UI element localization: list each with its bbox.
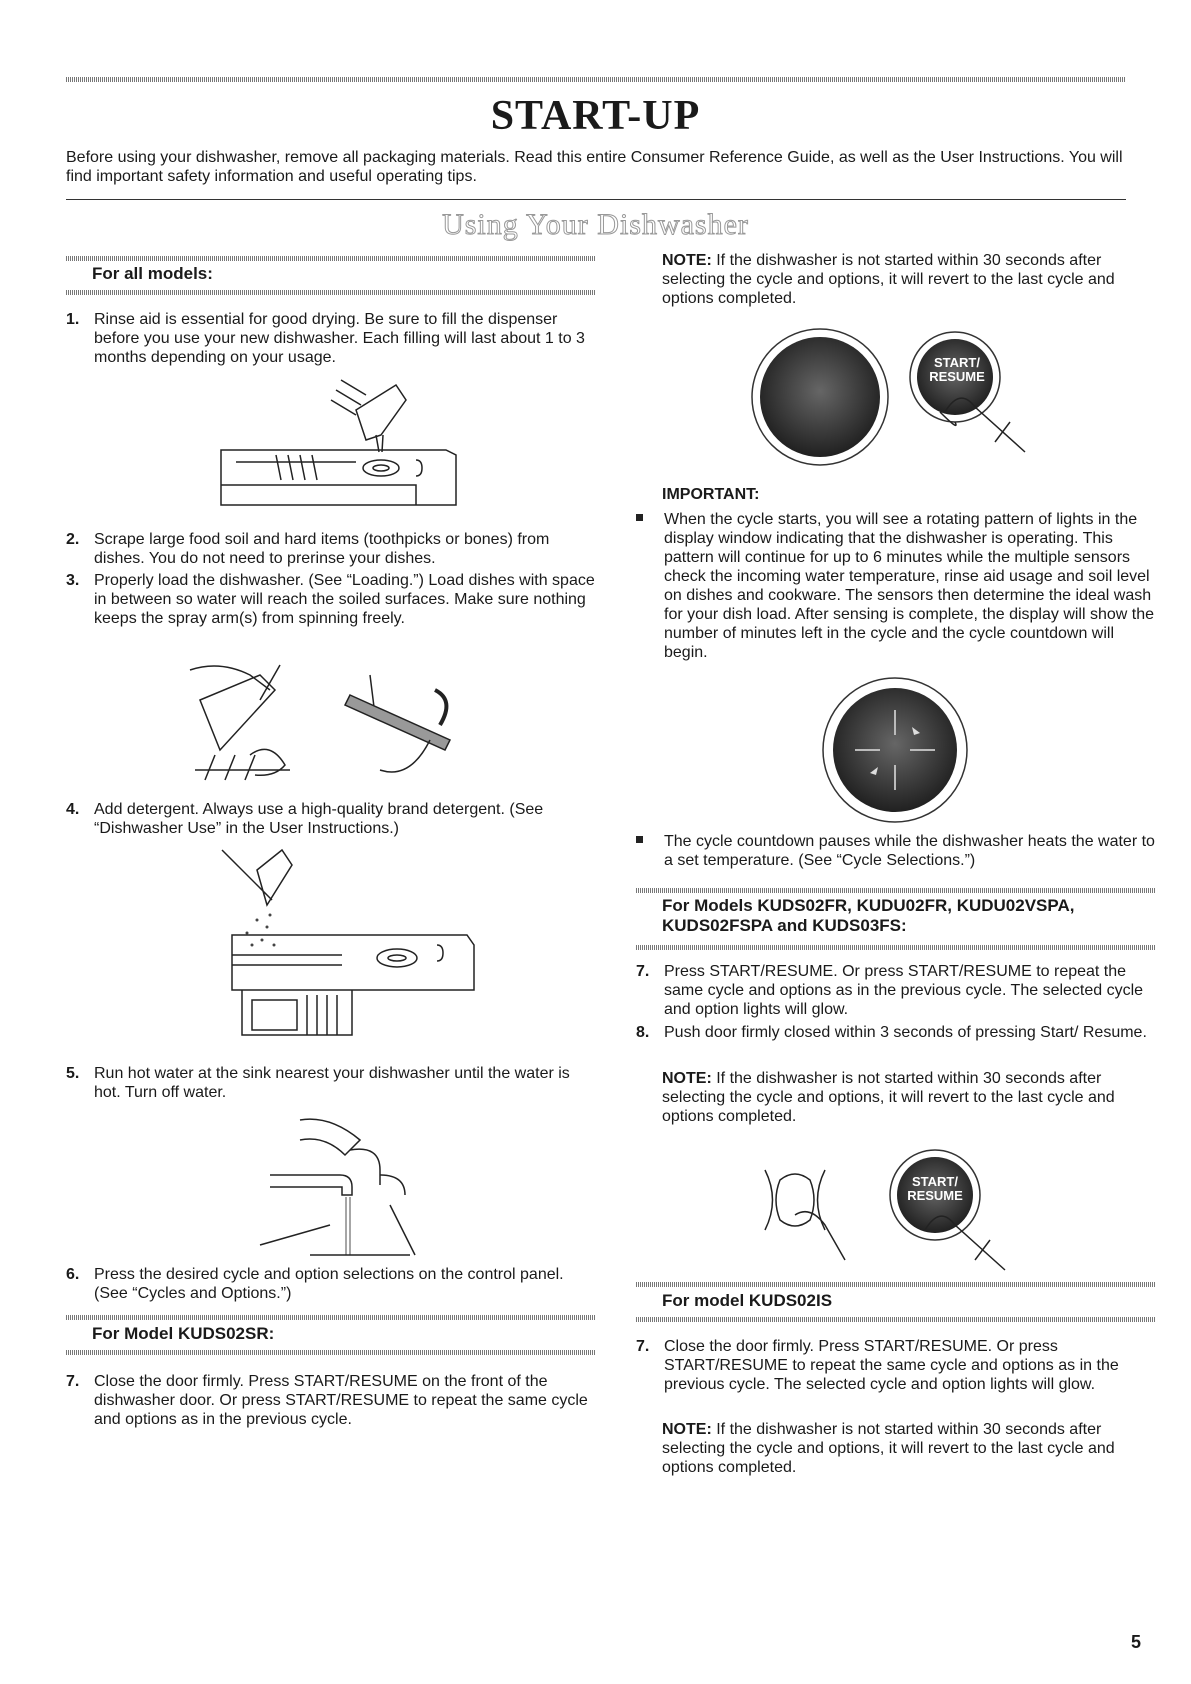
kuds02is-heading: For model KUDS02IS [662,1291,833,1310]
hatch-rule [636,1317,1156,1322]
kuds02sr-step-7 [66,1372,596,1429]
resume-label: RESUME [907,1188,963,1203]
loading-dishes-illustration [180,660,480,790]
step-number: 4. [66,801,80,818]
step-number: 7. [636,963,650,980]
important-bullet-1 [636,510,1156,662]
hatch-rule [66,256,596,261]
detergent-dispenser-illustration [212,845,482,1045]
resume-label: RESUME [929,369,985,384]
note-label: NOTE: [662,1421,712,1438]
faucet-illustration [250,1115,420,1260]
step-text: Properly load the dishwasher. (See “Loading.”) Load dishes with space in between so water will reach the soiled surfaces. Make sure nothing keeps the spray arm(s) from spinning freely. [94,572,595,627]
step-5 [66,1064,596,1102]
start-resume-button-illustration [750,322,1050,472]
top-hatch-rule [66,77,1126,82]
intro-rule [66,199,1126,200]
step-number: 8. [636,1024,650,1041]
note-label: NOTE: [662,252,712,269]
step-text: Press the desired cycle and option selections on the control panel. (See “Cycles and Options.”) [94,1266,564,1302]
step-number: 3. [66,572,80,589]
start-label: START/ [912,1174,958,1189]
step-number: 1. [66,311,80,328]
step-text: Add detergent. Always use a high-quality brand detergent. (See “Dishwasher Use” in the User Instructions.) [94,801,544,837]
step-text: Press START/RESUME. Or press START/RESUME to repeat the same cycle and options as in the previous cycle. The selected cycle and option lights will glow. [664,963,1144,1018]
bullet-text: The cycle countdown pauses while the dishwasher heats the water to a set temperature. (See “Cycle Selections.”) [664,833,1155,869]
note-text: If the dishwasher is not started within 30 seconds after selecting the cycle and options, it will revert to the last cycle and options completed. [662,1070,1115,1125]
hatch-rule [66,1350,596,1355]
note-3 [662,1420,1152,1477]
rinse-aid-dispenser-illustration [216,380,466,510]
page-title: START-UP [490,93,701,139]
step-text: Run hot water at the sink nearest your dishwasher until the water is hot. Turn off water. [94,1065,570,1101]
kuds02is-step-7 [636,1337,1156,1394]
step-number: 5. [66,1065,80,1082]
hatch-rule [636,1282,1156,1287]
step-text: Scrape large food soil and hard items (toothpicks or bones) from dishes. You do not need to prerinse your dishes. [94,531,550,567]
rotating-lights-display-illustration [820,675,970,825]
hatch-rule [66,290,596,295]
models-heading: For Models KUDS02FR, KUDU02FR, KUDU02VSPA, KUDS02FSPA and KUDS03FS: [662,896,1075,935]
note-2 [662,1069,1152,1126]
step-number: 6. [66,1266,80,1283]
step-2 [66,530,596,568]
important-bullet-2 [636,832,1156,870]
kuds02sr-heading: For Model KUDS02SR: [92,1324,275,1343]
all-models-heading: For all models: [92,264,213,283]
step-number: 2. [66,531,80,548]
hatch-rule [66,1315,596,1320]
models-step-8 [636,1023,1156,1042]
step-text: Rinse aid is essential for good drying. Be sure to fill the dispenser before you use your new dishwasher. Each filling will last about 1 to 3 months depending on your usage. [94,311,585,366]
step-number: 7. [66,1373,80,1390]
step-1 [66,310,586,367]
step-text: Close the door firmly. Press START/RESUME on the front of the dishwasher door. Or press START/RESUME to repeat the same cycle and options as in the previous cycle. [94,1373,588,1428]
page-number: 5 [1130,1632,1141,1652]
note-1 [662,251,1152,308]
start-label: START/ [934,355,980,370]
step-3 [66,571,596,628]
bullet-text: When the cycle starts, you will see a rotating pattern of lights in the display window indicating that the dishwasher is operating. This pattern will continue for up to 6 minutes while the multiple sensors check the incoming water temperature, rinse aid usage and soil level on dishes and cookware. The sensors then determine the ideal wash for your dish load. After sensing is complete, the display will show the number of minutes left in the cycle and the cycle countdown will begin. [664,511,1155,661]
step-6 [66,1265,596,1303]
step-text: Push door firmly closed within 3 seconds of pressing Start/ Resume. [664,1024,1147,1041]
note-text: If the dishwasher is not started within 30 seconds after selecting the cycle and options, it will revert to the last cycle and options completed. [662,252,1115,307]
note-text: If the dishwasher is not started within 30 seconds after selecting the cycle and options, it will revert to the last cycle and options completed. [662,1421,1115,1476]
section-title: Using Your Dishwasher [442,208,749,241]
models-step-7 [636,962,1156,1019]
start-resume-label-2 [900,1175,970,1203]
note-label: NOTE: [662,1070,712,1087]
door-latch-start-button-illustration [755,1140,1045,1270]
hatch-rule [636,888,1156,893]
bullet-icon [636,836,643,843]
step-number: 7. [636,1338,650,1355]
step-text: Close the door firmly. Press START/RESUME. Or press START/RESUME to repeat the same cycle and options as in the previous cycle. The selected cycle and option lights will glow. [664,1338,1119,1393]
bullet-icon [636,514,643,521]
important-heading: IMPORTANT: [662,486,760,503]
start-resume-label [922,356,992,384]
hatch-rule [636,945,1156,950]
intro-paragraph: Before using your dishwasher, remove all packaging materials. Read this entire Consumer Reference Guide, as well as the User Instructions. You will find important safety information and useful operating tips. [66,149,1123,185]
step-4 [66,800,596,838]
